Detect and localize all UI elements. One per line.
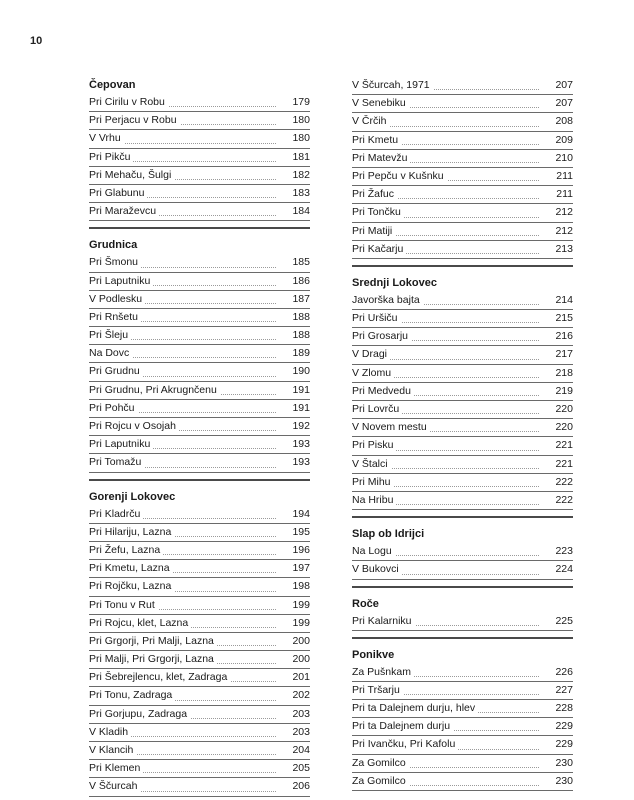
- entry-name: Pri Grudnu, Pri Akrugnčenu: [89, 384, 220, 396]
- entry-name: V Črčih: [352, 115, 389, 127]
- toc-entry[interactable]: [352, 186, 573, 204]
- entry-page-number: 196: [289, 542, 310, 559]
- toc-entry[interactable]: [89, 760, 310, 778]
- toc-entry[interactable]: [89, 130, 310, 148]
- entry-name: V Klancih: [89, 744, 136, 756]
- toc-entry[interactable]: [89, 309, 310, 327]
- entry-name: Pri Medvedu: [352, 385, 414, 397]
- toc-section: [352, 265, 573, 510]
- entry-page-number: 200: [289, 651, 310, 668]
- entry-name: Pri Kladrču: [89, 508, 143, 520]
- section-title: Srednji Lokovec: [352, 276, 437, 289]
- entry-name: Pri Kmetu, Lazna: [89, 562, 173, 574]
- entry-name: V Ščurcah, 1971: [352, 79, 433, 91]
- toc-entry[interactable]: [352, 204, 573, 222]
- entry-name: Pri Klemen: [89, 762, 143, 774]
- entry-name: Pri Mihu: [352, 476, 394, 488]
- toc-entry[interactable]: [89, 724, 310, 742]
- entry-page-number: 189: [289, 345, 310, 362]
- entry-name: Za Gomilco: [352, 775, 409, 787]
- toc-entry[interactable]: [352, 77, 573, 95]
- entry-page-number: 187: [289, 291, 310, 308]
- toc-section: [352, 637, 573, 791]
- entry-name: Pri Gorjupu, Zadraga: [89, 708, 190, 720]
- entry-name: V Bukovci: [352, 563, 402, 575]
- entry-page-number: 211: [553, 186, 573, 203]
- entry-page-number: 183: [289, 185, 310, 202]
- entry-name: Pri Grosarju: [352, 330, 411, 342]
- entry-page-number: 191: [289, 400, 310, 417]
- entry-page-number: 230: [552, 773, 573, 790]
- toc-entry[interactable]: [352, 383, 573, 401]
- entry-page-number: 197: [289, 560, 310, 577]
- entry-name: Pri Perjacu v Robu: [89, 114, 180, 126]
- toc-entry[interactable]: [352, 132, 573, 150]
- toc-section: [352, 586, 573, 631]
- entry-name: V Podlesku: [89, 293, 145, 305]
- entry-page-number: 211: [553, 168, 573, 185]
- entry-name: V Štalci: [352, 458, 391, 470]
- entry-page-number: 226: [552, 664, 573, 681]
- toc-column-left: [89, 77, 310, 797]
- toc-entry[interactable]: [89, 94, 310, 112]
- entry-name: Pri Pikču: [89, 151, 133, 163]
- toc-section: [352, 77, 573, 259]
- entry-name: Pri Cirilu v Robu: [89, 96, 168, 108]
- entry-name: Za Gomilco: [352, 757, 409, 769]
- toc-entry[interactable]: [352, 437, 573, 455]
- toc-entry[interactable]: [89, 327, 310, 345]
- entry-page-number: 206: [289, 778, 310, 795]
- toc-entry[interactable]: [352, 718, 573, 736]
- entry-page-number: 224: [552, 561, 573, 578]
- entry-page-number: 219: [552, 383, 573, 400]
- entry-name: Pri Maraževcu: [89, 205, 159, 217]
- entry-page-number: 188: [289, 327, 310, 344]
- entry-page-number: 222: [552, 492, 573, 509]
- entry-name: Pri Tončku: [352, 206, 404, 218]
- toc-entry[interactable]: [89, 687, 310, 705]
- entry-page-number: 217: [552, 346, 573, 363]
- toc-entry[interactable]: [89, 400, 310, 418]
- entry-page-number: 198: [289, 578, 310, 595]
- entry-page-number: 205: [289, 760, 310, 777]
- entry-name: Pri Matevžu: [352, 152, 410, 164]
- entry-name: Pri Hilariju, Lazna: [89, 526, 174, 538]
- toc-entry[interactable]: [89, 436, 310, 454]
- entry-page-number: 215: [552, 310, 573, 327]
- entry-page-number: 184: [289, 203, 310, 220]
- entry-name: Pri Pepču v Kušnku: [352, 170, 447, 182]
- toc-entry[interactable]: [89, 778, 310, 796]
- entry-name: Pri ta Dalejnem durju: [352, 720, 453, 732]
- page-number: 10: [30, 35, 43, 47]
- entry-page-number: 214: [552, 292, 573, 309]
- entry-name: Pri Mehaču, Šulgi: [89, 169, 174, 181]
- toc-entry[interactable]: [352, 346, 573, 364]
- toc-entry[interactable]: [352, 95, 573, 113]
- entry-page-number: 223: [552, 543, 573, 560]
- toc-entry[interactable]: [352, 664, 573, 682]
- entry-name: Pri Kačarju: [352, 243, 406, 255]
- toc-entry[interactable]: [352, 613, 573, 631]
- toc-entry[interactable]: [89, 363, 310, 381]
- entry-name: Pri Laputniku: [89, 275, 153, 287]
- entry-name: Pri Matiji: [352, 225, 395, 237]
- toc-entry[interactable]: [89, 633, 310, 651]
- toc-entry[interactable]: [89, 669, 310, 687]
- entry-name: Pri Tonu v Rut: [89, 599, 158, 611]
- toc-entry[interactable]: [352, 682, 573, 700]
- toc-entry[interactable]: [352, 328, 573, 346]
- toc-entry[interactable]: [89, 597, 310, 615]
- entry-page-number: 181: [289, 149, 310, 166]
- entry-page-number: 207: [552, 77, 573, 94]
- toc-entry[interactable]: [89, 418, 310, 436]
- entry-name: V Vrhu: [89, 132, 124, 144]
- toc-entry[interactable]: [89, 382, 310, 400]
- toc-entry[interactable]: [89, 149, 310, 167]
- entry-name: Pri Tršarju: [352, 684, 403, 696]
- section-title: Ponikve: [352, 648, 395, 661]
- entry-name: Na Hribu: [352, 494, 396, 506]
- entry-page-number: 203: [289, 706, 310, 723]
- toc-entry[interactable]: [89, 524, 310, 542]
- entry-page-number: 227: [552, 682, 573, 699]
- toc-section: [89, 77, 310, 221]
- toc-entry[interactable]: [89, 345, 310, 363]
- entry-name: Javorška bajta: [352, 294, 423, 306]
- toc-entry[interactable]: [89, 167, 310, 185]
- entry-name: Pri Rojcu, klet, Lazna: [89, 617, 191, 629]
- entry-page-number: 193: [289, 436, 310, 453]
- entry-page-number: 210: [552, 150, 573, 167]
- entry-name: V Novem mestu: [352, 421, 430, 433]
- toc-entry[interactable]: [352, 241, 573, 259]
- entry-name: V Kladih: [89, 726, 131, 738]
- toc-entry[interactable]: [89, 578, 310, 596]
- entry-name: Pri Rojcu v Osojah: [89, 420, 179, 432]
- toc-entry[interactable]: [89, 112, 310, 130]
- entry-page-number: 228: [552, 700, 573, 717]
- entry-name: Pri Glabunu: [89, 187, 147, 199]
- toc-entry[interactable]: [352, 474, 573, 492]
- entry-page-number: 201: [289, 669, 310, 686]
- entry-page-number: 185: [289, 254, 310, 271]
- toc-section: [89, 479, 310, 797]
- toc-entry[interactable]: [352, 150, 573, 168]
- entry-name: Na Logu: [352, 545, 395, 557]
- entry-page-number: 180: [289, 112, 310, 129]
- entry-page-number: 195: [289, 524, 310, 541]
- toc-entry[interactable]: [89, 615, 310, 633]
- entry-name: Pri Pohču: [89, 402, 138, 414]
- entry-name: Pri Šleju: [89, 329, 131, 341]
- entry-page-number: 192: [289, 418, 310, 435]
- toc-entry[interactable]: [352, 492, 573, 510]
- toc-entry[interactable]: [352, 365, 573, 383]
- section-title: Slap ob Idrijci: [352, 528, 425, 541]
- entry-name: Pri Grudnu: [89, 365, 143, 377]
- toc-entry[interactable]: [89, 542, 310, 560]
- toc-entry[interactable]: [352, 419, 573, 437]
- entry-name: Pri ta Dalejnem durju, hlev: [352, 702, 478, 714]
- toc-section: [89, 227, 310, 472]
- entry-page-number: 209: [552, 132, 573, 149]
- toc-entry[interactable]: [352, 310, 573, 328]
- entry-name: Pri Rojčku, Lazna: [89, 580, 174, 592]
- toc-entry[interactable]: [89, 454, 310, 472]
- entry-name: Pri Malji, Pri Grgorji, Lazna: [89, 653, 217, 665]
- entry-name: Pri Rnšetu: [89, 311, 141, 323]
- section-title: Roče: [352, 597, 379, 610]
- toc-entry[interactable]: [89, 273, 310, 291]
- toc-entry[interactable]: [352, 456, 573, 474]
- entry-page-number: 221: [552, 456, 573, 473]
- toc-entry[interactable]: [352, 736, 573, 754]
- toc-entry[interactable]: [89, 254, 310, 272]
- entry-page-number: 221: [552, 437, 573, 454]
- entry-name: Pri Tomažu: [89, 456, 144, 468]
- entry-page-number: 207: [552, 95, 573, 112]
- toc-entry[interactable]: [89, 506, 310, 524]
- entry-page-number: 229: [552, 736, 573, 753]
- toc-column-right: [352, 77, 573, 791]
- entry-name: V Zlomu: [352, 367, 394, 379]
- entry-page-number: 180: [289, 130, 310, 147]
- entry-page-number: 212: [552, 204, 573, 221]
- entry-page-number: 179: [289, 94, 310, 111]
- entry-name: Pri Šebrejlencu, klet, Zadraga: [89, 671, 230, 683]
- toc-entry[interactable]: [352, 773, 573, 791]
- entry-name: V Senebiku: [352, 97, 409, 109]
- toc-entry[interactable]: [352, 401, 573, 419]
- entry-name: Pri Lovrču: [352, 403, 402, 415]
- entry-name: Pri Tonu, Zadraga: [89, 689, 175, 701]
- toc-entry[interactable]: [352, 755, 573, 773]
- toc-entry[interactable]: [352, 700, 573, 718]
- toc-entry[interactable]: [352, 223, 573, 241]
- entry-page-number: 182: [289, 167, 310, 184]
- section-title: Gorenji Lokovec: [89, 490, 176, 503]
- entry-page-number: 191: [289, 382, 310, 399]
- entry-page-number: 190: [289, 363, 310, 380]
- entry-page-number: 203: [289, 724, 310, 741]
- entry-name: Na Dovc: [89, 347, 132, 359]
- entry-page-number: 222: [552, 474, 573, 491]
- entry-name: Za Pušnkam: [352, 666, 414, 678]
- entry-name: Pri Grgorji, Pri Malji, Lazna: [89, 635, 217, 647]
- entry-name: Pri Šmonu: [89, 256, 141, 268]
- toc-entry[interactable]: [89, 185, 310, 203]
- entry-page-number: 204: [289, 742, 310, 759]
- entry-page-number: 188: [289, 309, 310, 326]
- entry-name: Pri Kmetu: [352, 134, 401, 146]
- toc-entry[interactable]: [89, 560, 310, 578]
- entry-name: V Dragi: [352, 348, 390, 360]
- toc-section: [352, 516, 573, 579]
- entry-page-number: 229: [552, 718, 573, 735]
- toc-entry[interactable]: [352, 292, 573, 310]
- entry-page-number: 194: [289, 506, 310, 523]
- toc-entry[interactable]: [89, 291, 310, 309]
- toc-entry[interactable]: [352, 561, 573, 579]
- section-title: Čepovan: [89, 79, 136, 91]
- entry-page-number: 212: [552, 223, 573, 240]
- toc-entry[interactable]: [89, 742, 310, 760]
- entry-page-number: 199: [289, 597, 310, 614]
- entry-page-number: 230: [552, 755, 573, 772]
- entry-name: V Ščurcah: [89, 780, 140, 792]
- entry-page-number: 199: [289, 615, 310, 632]
- toc-entry[interactable]: [352, 113, 573, 131]
- entry-page-number: 200: [289, 633, 310, 650]
- entry-page-number: 216: [552, 328, 573, 345]
- entry-page-number: 186: [289, 273, 310, 290]
- entry-name: Pri Pisku: [352, 439, 396, 451]
- entry-page-number: 225: [552, 613, 573, 630]
- toc-entry[interactable]: [89, 203, 310, 221]
- entry-page-number: 220: [552, 401, 573, 418]
- entry-page-number: 193: [289, 454, 310, 471]
- entry-name: Pri Žefu, Lazna: [89, 544, 163, 556]
- entry-name: Pri Laputniku: [89, 438, 153, 450]
- entry-name: Pri Ivančku, Pri Kafolu: [352, 738, 458, 750]
- entry-page-number: 213: [552, 241, 573, 258]
- section-title: Grudnica: [89, 239, 138, 252]
- entry-name: Pri Žafuc: [352, 188, 397, 200]
- entry-page-number: 208: [552, 113, 573, 130]
- toc-entry[interactable]: [352, 543, 573, 561]
- entry-page-number: 202: [289, 687, 310, 704]
- toc-entry[interactable]: [352, 168, 573, 186]
- toc-entry[interactable]: [89, 651, 310, 669]
- entry-page-number: 220: [552, 419, 573, 436]
- entry-name: Pri Uršiču: [352, 312, 401, 324]
- toc-entry[interactable]: [89, 706, 310, 724]
- entry-page-number: 218: [552, 365, 573, 382]
- entry-name: Pri Kalarniku: [352, 615, 415, 627]
